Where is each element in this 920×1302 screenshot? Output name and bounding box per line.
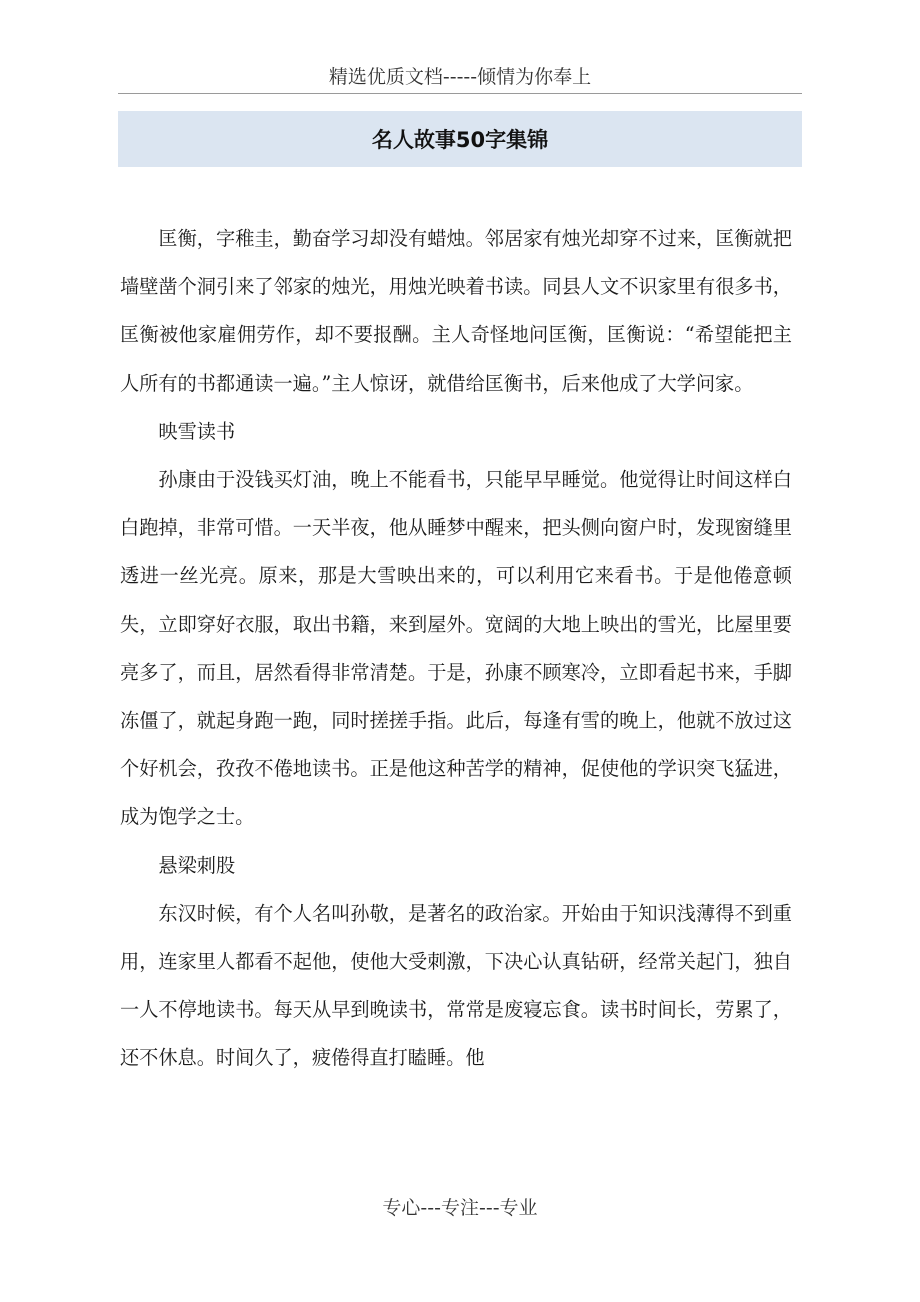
page-footer: 专心---专注---专业 [382,1197,538,1219]
document-title: 名人故事50字集锦 [371,128,549,152]
story-paragraph-kuangheng: 匡衡，字稚圭，勤奋学习却没有蜡烛。邻居家有烛光却穿不过来，匡衡就把墙壁凿个洞引来了邻家的烛光，用烛光映着书读。同县人文不识家里有很多书，匡衡被他家雇佣劳作，却不要报酬。主人奇怪地问匡衡，匡衡说：“希望能把主人所有的书都通读一遍。”主人惊讶，就借给匡衡书，后来他成了大学问家。 [120,227,792,395]
header-divider [118,93,802,94]
story-paragraph-sunjing: 东汉时候，有个人名叫孙敬，是著名的政治家。开始由于知识浅薄得不到重用，连家里人都看不起他，使他大受刺激，下决心认真钻研，经常关起门，独自一人不停地读书。每天从早到晚读书，常常是废寝忘食。读书时间长，劳累了，还不休息。时间久了，疲倦得直打瞌睡。他 [120,901,792,1070]
title-band [118,111,802,167]
page-header: 精选优质文档-----倾情为你奉上 [328,66,592,88]
story-heading-yingxue: 映雪读书 [158,419,236,443]
story-heading-xuanliang: 悬梁刺股 [158,853,236,877]
story-paragraph-sunkang: 孙康由于没钱买灯油，晚上不能看书，只能早早睡觉。他觉得让时间这样白白跑掉，非常可惜。一天半夜，他从睡梦中醒来，把头侧向窗户时，发现窗缝里透进一丝光亮。原来，那是大雪映出来的，可以利用它来看书。于是他倦意顿失，立即穿好衣服，取出书籍，来到屋外。宽阔的大地上映出的雪光，比屋里要亮多了，而且，居然看得非常清楚。于是，孙康不顾寒冷，立即看起书来，手脚冻僵了，就起身跑一跑，同时搓搓手指。此后，每逢有雪的晚上，他就不放过这个好机会，孜孜不倦地读书。正是他这种苦学的精神，促使他的学识突飞猛进，成为饱学之士。 [120,468,792,829]
document-body [120,215,792,1083]
